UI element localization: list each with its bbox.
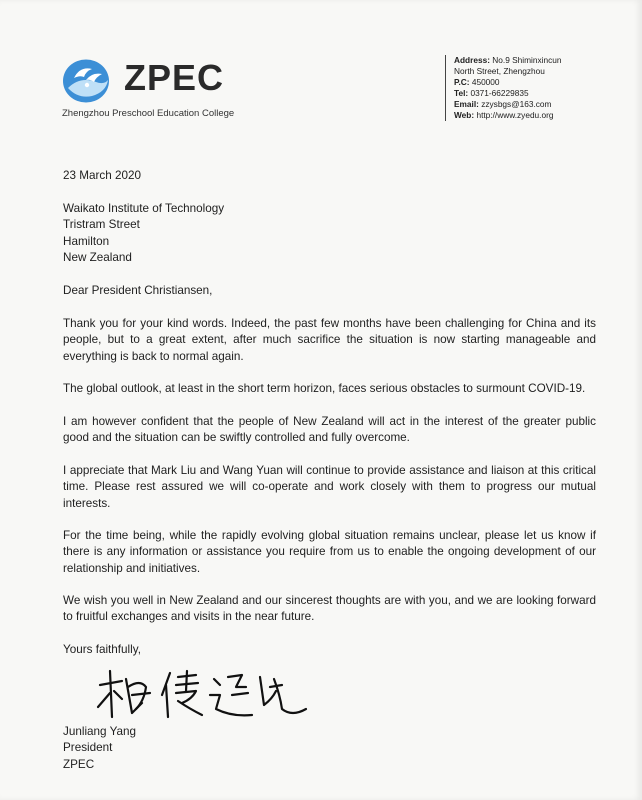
website-label: Web: <box>454 110 475 120</box>
salutation: Dear President Christiansen, <box>63 284 213 297</box>
contact-address-block <box>445 55 561 121</box>
recipient-line: Waikato Institute of Technology <box>63 202 225 215</box>
email-value[interactable]: zzysbgs@163.com <box>481 99 552 109</box>
recipient-address <box>63 201 224 266</box>
handwritten-signature <box>92 665 312 725</box>
college-full-name: Zhengzhou Preschool Education College <box>62 108 235 119</box>
telephone-value: 0371-66229835 <box>470 88 529 98</box>
signer-block <box>63 724 136 773</box>
address-line-1: No.9 Shiminxincun <box>492 55 562 65</box>
address-line-2: North Street, Zhengzhou <box>454 66 545 76</box>
email-label: Email: <box>454 99 479 109</box>
website-value[interactable]: http://www.zyedu.org <box>476 110 554 120</box>
college-emblem-icon <box>62 58 112 104</box>
body-paragraph: The global outlook, at least in the short term horizon, faces serious obstacles to surmount COVID-19. <box>63 382 586 395</box>
body-paragraph: Thank you for your kind words. Indeed, the past few months have been challenging for China and its people, but to a great extent, after much sacrifice the situation is now starting manageable and everything is back to normal again. <box>63 317 596 363</box>
body-paragraph: I appreciate that Mark Liu and Wang Yuan will continue to provide assistance and liaison at this critical time. Please rest assured we will co-operate and work closely with them to progress our mutual interests. <box>63 464 596 510</box>
telephone-row <box>454 88 561 99</box>
logo-wordmark: ZPEC <box>124 57 225 98</box>
recipient-line: Hamilton <box>63 234 110 248</box>
signer-title: President <box>63 741 113 755</box>
email-row <box>454 99 561 110</box>
signer-name: Junliang Yang <box>63 725 137 738</box>
college-logo <box>62 55 272 125</box>
website-row <box>454 110 561 121</box>
telephone-label: Tel: <box>454 88 469 98</box>
postcode-label: P.C: <box>454 77 470 87</box>
body-paragraph: I am however confident that the people of New Zealand will act in the interest of the greater public good and the situation can be swiftly controlled and fully overcome. <box>63 415 596 445</box>
recipient-line: New Zealand <box>63 250 132 264</box>
letter-date: 23 March 2020 <box>63 169 141 182</box>
address-label: Address: <box>454 55 490 65</box>
recipient-line: Tristram Street <box>63 218 140 232</box>
address-row <box>454 55 561 66</box>
body-paragraph: For the time being, while the rapidly evolving global situation remains unclear, please let us know if there is any information or assistance you require from us to enable the ongoing development of our relationship and initiatives. <box>63 529 596 575</box>
body-paragraph: We wish you well in New Zealand and our sincerest thoughts are with you, and we are looking forward to fruitful exchanges and visits in the near future. <box>63 594 596 624</box>
postcode-row <box>454 77 561 88</box>
closing: Yours faithfully, <box>63 643 141 656</box>
postcode-value: 450000 <box>471 77 500 87</box>
signer-organization: ZPEC <box>63 757 95 771</box>
